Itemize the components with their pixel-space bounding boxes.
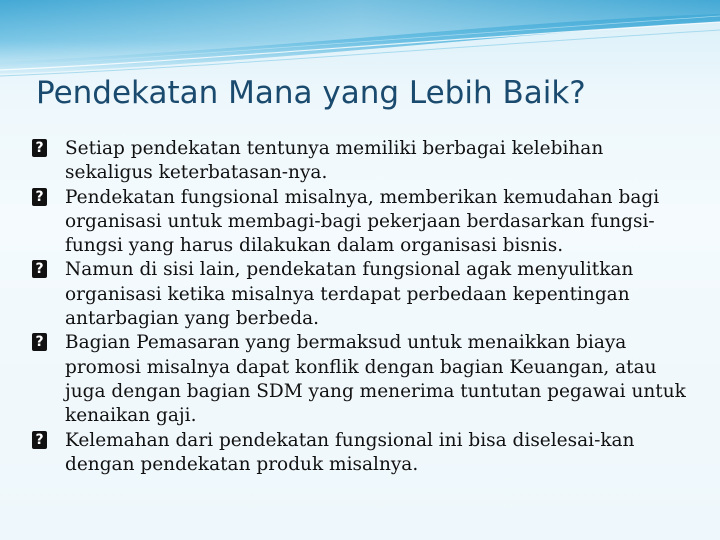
header-wave-decoration (0, 0, 720, 80)
slide-title: Pendekatan Mana yang Lebih Baik? (36, 75, 586, 111)
bullet-text: Pendekatan fungsional misalnya, memberikan kemudahan bagi organisasi untuk membagi-bagi pekerjaan berdasarkan fungsi-fungsi yang harus dilakukan dalam organisasi bisnis. (65, 186, 660, 257)
missing-glyph-icon (32, 429, 62, 453)
bullet-item (32, 186, 692, 259)
bullet-list (32, 137, 692, 477)
bullet-text: Setiap pendekatan tentunya memiliki berbagai kelebihan sekaligus keterbatasan-nya. (65, 138, 604, 184)
bullet-item (32, 137, 692, 186)
missing-glyph-icon (32, 331, 62, 355)
missing-glyph-icon (32, 186, 62, 210)
bullet-text: Bagian Pemasaran yang bermaksud untuk menaikkan biaya promosi misalnya dapat konflik dengan bagian Keuangan, atau juga dengan bagian SDM yang menerima tuntutan pegawai untuk kenaikan gaji. (65, 332, 686, 427)
bullet-text: Kelemahan dari pendekatan fungsional ini bisa diselesai-kan dengan pendekatan produk misalnya. (65, 429, 635, 475)
bullet-item (32, 429, 692, 478)
bullet-text: Namun di sisi lain, pendekatan fungsional agak menyulitkan organisasi ketika misalnya terdapat perbedaan kepentingan antarbagian yang berbeda. (65, 259, 634, 330)
bullet-item (32, 258, 692, 331)
missing-glyph-icon (32, 137, 62, 161)
missing-glyph-icon (32, 258, 62, 282)
bullet-item (32, 331, 692, 428)
